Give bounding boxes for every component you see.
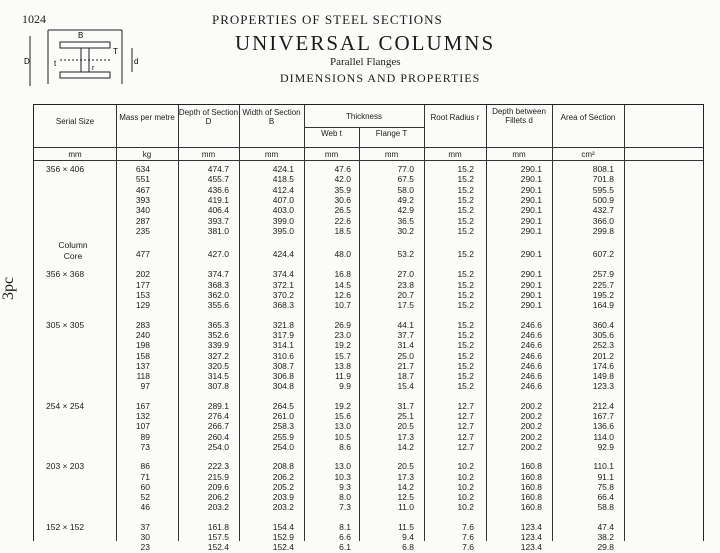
table-cell: 15.2 xyxy=(457,279,474,290)
table-cell: 14.2 xyxy=(397,481,414,492)
table-cell: 18.5 xyxy=(334,225,351,236)
table-cell: 15.2 xyxy=(457,340,474,351)
table-cell: 38.2 xyxy=(597,532,614,542)
table-cell: 12.6 xyxy=(334,290,351,300)
table-cell: 132 xyxy=(135,411,150,421)
table-cell: 254.0 xyxy=(272,441,294,452)
table-cell: 206.2 xyxy=(272,471,294,482)
table-cell: 327.2 xyxy=(207,350,229,361)
table-cell: 167 xyxy=(135,400,150,411)
table-cell: 12.7 xyxy=(457,441,474,452)
header-root-radius: Root Radius r xyxy=(430,113,480,122)
table-cell: 26.5 xyxy=(334,205,351,216)
table-cell: 30 xyxy=(140,532,150,542)
table-cell: 26.9 xyxy=(334,319,351,330)
table-cell: 8.0 xyxy=(339,492,351,503)
table-cell: 15.2 xyxy=(457,360,474,371)
table-cell: 10.2 xyxy=(457,492,474,503)
table-cell: 314.5 xyxy=(207,371,229,382)
page-title: UNIVERSAL COLUMNS xyxy=(235,31,496,55)
header-web: Web t xyxy=(321,129,342,138)
table-cell: 436.6 xyxy=(207,184,229,195)
table-cell: 67.5 xyxy=(397,174,414,185)
table-cell: 208.8 xyxy=(272,461,294,472)
table-cell: 467 xyxy=(135,184,150,195)
table-cell: 16.8 xyxy=(334,269,351,280)
table-cell: 362.0 xyxy=(207,290,229,300)
table-cell: 304.8 xyxy=(272,381,294,392)
table-cell: 8.1 xyxy=(339,521,351,532)
table-cell: 340 xyxy=(135,205,150,216)
table-cell: 206.2 xyxy=(207,492,229,503)
table-cell: 299.8 xyxy=(592,225,614,236)
table-cell: 381.0 xyxy=(207,225,229,236)
table-cell: 427.0 xyxy=(207,249,229,260)
table-cell: 203.2 xyxy=(272,502,294,513)
table-cell: 15.2 xyxy=(457,290,474,300)
unit-cell: cm² xyxy=(581,150,595,159)
header-line-1: PROPERTIES OF STEEL SECTIONS xyxy=(212,12,443,27)
table-cell: 198 xyxy=(135,340,150,351)
table-cell: 455.7 xyxy=(207,174,229,185)
unit-cell: mm xyxy=(68,150,82,159)
table-cell: 215.9 xyxy=(207,471,229,482)
table-cell: 403.0 xyxy=(272,205,294,216)
table-cell: 27.0 xyxy=(397,269,414,280)
table-cell: 53.2 xyxy=(397,249,414,260)
table-cell: 607.2 xyxy=(592,249,614,260)
margin-handwritten-note: 3pc xyxy=(0,276,17,300)
label-d-upper: D xyxy=(24,57,30,66)
table-cell: 13.0 xyxy=(334,461,351,472)
table-cell: 47.4 xyxy=(597,521,614,532)
table-cell: 154.4 xyxy=(272,521,294,532)
table-cell: 118 xyxy=(136,371,150,382)
table-cell: 10.5 xyxy=(334,431,351,442)
table-cell: 205.2 xyxy=(272,481,294,492)
table-cell: 137 xyxy=(135,360,150,371)
table-cell: 15.2 xyxy=(457,300,474,311)
table-cell: 307.8 xyxy=(207,381,229,392)
table-cell: 19.2 xyxy=(334,340,351,351)
table-cell: 15.2 xyxy=(457,164,474,174)
table-cell: 634 xyxy=(135,164,150,174)
table-cell: 290.1 xyxy=(520,300,542,311)
label-r: r xyxy=(92,65,95,72)
table-cell: 254.0 xyxy=(207,441,229,452)
table-cell: 393 xyxy=(135,194,150,205)
table-cell: 123.4 xyxy=(520,521,542,532)
table-cell: 290.1 xyxy=(520,194,542,205)
table-cell: 48.0 xyxy=(334,249,351,260)
table-cell: 158 xyxy=(135,350,150,361)
table-cell: 314.1 xyxy=(272,340,294,351)
table-cell: 12.7 xyxy=(457,431,474,442)
table-cell: 246.6 xyxy=(520,381,542,392)
unit-cell: mm xyxy=(448,150,462,159)
table-cell: 374.4 xyxy=(272,269,294,280)
table-cell: 283 xyxy=(135,319,150,330)
table-cell: 424.4 xyxy=(272,249,294,260)
table-cell: 9.4 xyxy=(402,532,414,542)
table-cell: 6.1 xyxy=(339,542,351,553)
table-cell: 114.0 xyxy=(593,431,614,442)
table-cell: 266.7 xyxy=(207,421,229,432)
table-cell: 123.4 xyxy=(520,532,542,542)
table-cell: 160.8 xyxy=(520,461,542,472)
table-cell: 399.0 xyxy=(272,215,294,226)
unit-cell: mm xyxy=(512,150,526,159)
unit-cell: mm xyxy=(264,150,279,159)
table-cell: 308.7 xyxy=(272,360,294,371)
table-cell: 290.1 xyxy=(520,279,542,290)
label-b: B xyxy=(78,31,84,40)
table-cell: 200.2 xyxy=(520,431,542,442)
table-cell: 149.8 xyxy=(592,371,614,382)
table-cell: 15.7 xyxy=(334,350,351,361)
table-cell: 393.7 xyxy=(207,215,229,226)
label-t: t xyxy=(54,59,57,68)
table-cell: 290.1 xyxy=(520,184,542,195)
table-cell: 17.3 xyxy=(397,431,414,442)
table-cell: 222.3 xyxy=(207,461,229,472)
table-cell: 123.4 xyxy=(520,542,542,553)
table-cell: 60 xyxy=(140,481,150,492)
table-cell: 15.6 xyxy=(334,411,351,421)
table-cell: 257.9 xyxy=(592,269,614,280)
table-cell: 10.2 xyxy=(457,481,474,492)
table-cell: 23.8 xyxy=(397,279,414,290)
table-cell: 66.4 xyxy=(597,492,614,503)
table-cell: 107 xyxy=(135,421,150,432)
table-cell: 209.6 xyxy=(207,481,229,492)
section-properties-table xyxy=(33,104,704,553)
table-cell: 317.9 xyxy=(272,329,294,340)
table-cell: 9.9 xyxy=(339,381,351,392)
table-cell: 30.6 xyxy=(334,194,351,205)
table-cell: 290.1 xyxy=(520,249,542,260)
table-cell: 31.4 xyxy=(397,340,414,351)
serial-size-label: Column Core xyxy=(58,240,88,262)
table-cell: 352.6 xyxy=(207,329,229,340)
table-cell: 19.2 xyxy=(334,400,351,411)
table-cell: 97 xyxy=(140,381,150,392)
table-cell: 260.4 xyxy=(207,431,229,442)
table-cell: 15.2 xyxy=(457,350,474,361)
table-cell: 355.6 xyxy=(207,300,229,311)
table-cell: 10.2 xyxy=(457,471,474,482)
table-cell: 160.8 xyxy=(520,502,542,513)
table-cell: 246.6 xyxy=(520,319,542,330)
table-cell: 20.5 xyxy=(397,461,414,472)
table-cell: 18.7 xyxy=(397,371,414,382)
table-cell: 71 xyxy=(140,471,150,482)
table-cell: 474.7 xyxy=(207,164,229,174)
table-cell: 37 xyxy=(140,521,150,532)
table-cell: 11.5 xyxy=(398,521,414,532)
table-cell: 25.0 xyxy=(397,350,414,361)
table-cell: 339.9 xyxy=(207,340,229,351)
table-cell: 152.4 xyxy=(272,542,294,553)
table-cell: 177 xyxy=(135,279,150,290)
table-cell: 290.1 xyxy=(520,174,542,185)
table-cell: 12.7 xyxy=(457,411,474,421)
header-depth-between-fillets: Depth between Fillets d xyxy=(492,107,546,125)
label-d-lower: d xyxy=(134,57,139,66)
table-cell: 15.2 xyxy=(457,184,474,195)
serial-size-label: 152 × 152 xyxy=(46,521,85,532)
serial-size-label: 356 × 406 xyxy=(46,164,85,174)
header-width: Width of Section B xyxy=(242,108,301,126)
table-cell: 44.1 xyxy=(397,319,414,330)
table-cell: 15.2 xyxy=(457,381,474,392)
table-cell: 58.0 xyxy=(397,184,414,195)
table-cell: 160.8 xyxy=(520,492,542,503)
table-cell: 264.5 xyxy=(272,400,294,411)
table-cell: 360.4 xyxy=(592,319,614,330)
table-cell: 15.2 xyxy=(457,205,474,216)
header-mass: Mass per metre xyxy=(119,113,175,122)
table-cell: 290.1 xyxy=(520,215,542,226)
table-cell: 73 xyxy=(140,441,150,452)
table-cell: 240 xyxy=(135,329,150,340)
table-cell: 21.7 xyxy=(397,360,414,371)
table-cell: 290.1 xyxy=(520,205,542,216)
table-cell: 75.8 xyxy=(597,481,614,492)
table-cell: 10.3 xyxy=(334,471,351,482)
table-cell: 477 xyxy=(135,249,150,260)
table-cell: 407.0 xyxy=(272,194,294,205)
table-cell: 246.6 xyxy=(520,340,542,351)
table-cell: 305.6 xyxy=(592,329,614,340)
table-cell: 15.2 xyxy=(457,215,474,226)
table-cell: 276.4 xyxy=(207,411,229,421)
table-cell: 36.5 xyxy=(397,215,414,226)
table-cell: 195.2 xyxy=(592,290,614,300)
table-cell: 29.8 xyxy=(597,542,614,553)
table-cell: 42.9 xyxy=(397,205,414,216)
table-cell: 161.8 xyxy=(207,521,229,532)
table-cell: 52 xyxy=(140,492,150,503)
table-cell: 246.6 xyxy=(520,329,542,340)
table-cell: 368.3 xyxy=(207,279,229,290)
table-cell: 6.6 xyxy=(339,532,351,542)
label-flange-t: T xyxy=(113,47,118,56)
table-cell: 136.6 xyxy=(592,421,614,432)
table-cell: 419.1 xyxy=(207,194,229,205)
table-cell: 31.7 xyxy=(397,400,414,411)
header-thickness: Thickness xyxy=(345,112,382,121)
table-cell: 9.3 xyxy=(339,481,351,492)
table-cell: 202 xyxy=(135,269,150,280)
table-cell: 37.7 xyxy=(397,329,414,340)
table-cell: 6.8 xyxy=(402,542,414,553)
table-cell: 595.5 xyxy=(592,184,614,195)
table-cell: 20.5 xyxy=(397,421,414,432)
table-cell: 374.7 xyxy=(207,269,229,280)
table-cell: 23.0 xyxy=(334,329,351,340)
table-cell: 30.2 xyxy=(397,225,414,236)
table-cell: 15.2 xyxy=(457,329,474,340)
table-cell: 174.6 xyxy=(592,360,614,371)
table-cell: 225.7 xyxy=(592,279,614,290)
table-cell: 92.9 xyxy=(597,441,614,452)
table-cell: 203.9 xyxy=(272,492,294,503)
table-cell: 15.2 xyxy=(457,174,474,185)
table-cell: 15.2 xyxy=(457,371,474,382)
serial-size-label: 203 × 203 xyxy=(46,461,85,472)
table-cell: 290.1 xyxy=(520,269,542,280)
table-cell: 12.7 xyxy=(457,421,474,432)
table-cell: 246.6 xyxy=(520,371,542,382)
table-cell: 290.1 xyxy=(520,164,542,174)
table-cell: 200.2 xyxy=(520,400,542,411)
table-cell: 12.5 xyxy=(397,492,414,503)
table-cell: 23 xyxy=(140,542,150,553)
table-cell: 258.3 xyxy=(272,421,294,432)
table-cell: 167.7 xyxy=(592,411,614,421)
unit-cell: mm xyxy=(384,150,399,159)
table-cell: 10.2 xyxy=(457,502,474,513)
table-cell: 14.2 xyxy=(397,441,414,452)
table-cell: 246.6 xyxy=(520,350,542,361)
unit-cell: mm xyxy=(324,150,339,159)
table-cell: 152.4 xyxy=(207,542,229,553)
table-cell: 287 xyxy=(135,215,150,226)
header-depth: Depth of Section D xyxy=(178,108,239,126)
table-cell: 7.6 xyxy=(462,532,474,542)
table-cell: 123.3 xyxy=(592,381,614,392)
table-cell: 42.0 xyxy=(334,174,351,185)
table-cell: 46 xyxy=(140,502,150,513)
table-cell: 235 xyxy=(135,225,150,236)
table-cell: 47.6 xyxy=(334,164,351,174)
table-cell: 15.2 xyxy=(457,194,474,205)
table-cell: 290.1 xyxy=(520,290,542,300)
table-cell: 212.4 xyxy=(592,400,614,411)
table-cell: 15.4 xyxy=(397,381,414,392)
table-cell: 500.9 xyxy=(592,194,614,205)
table-cell: 310.6 xyxy=(272,350,294,361)
table-cell: 432.7 xyxy=(592,205,614,216)
table-cell: 152.9 xyxy=(272,532,294,542)
table-cell: 160.8 xyxy=(520,481,542,492)
unit-cell: mm xyxy=(201,150,216,159)
table-cell: 12.7 xyxy=(457,400,474,411)
table-cell: 35.9 xyxy=(334,184,351,195)
table-cell: 129 xyxy=(135,300,150,311)
table-cell: 86 xyxy=(140,461,150,472)
table-cell: 320.5 xyxy=(207,360,229,371)
table-cell: 15.2 xyxy=(457,319,474,330)
table-cell: 8.6 xyxy=(339,441,351,452)
table-cell: 412.4 xyxy=(272,184,294,195)
page-number: 1024 xyxy=(22,12,46,26)
table-cell: 7.3 xyxy=(339,502,351,513)
header-area: Area of Section xyxy=(560,113,616,122)
table-cell: 289.1 xyxy=(207,400,229,411)
section-diagram xyxy=(20,24,140,96)
table-cell: 17.5 xyxy=(397,300,414,311)
table-cell: 58.8 xyxy=(597,502,614,513)
table-cell: 15.2 xyxy=(457,225,474,236)
header-subtitle: Parallel Flanges xyxy=(330,56,401,68)
table-cell: 11.9 xyxy=(335,371,351,382)
table-cell: 252.3 xyxy=(592,340,614,351)
table-cell: 246.6 xyxy=(520,360,542,371)
table-cell: 372.1 xyxy=(272,279,294,290)
header-serial-size: Serial Size xyxy=(55,117,95,126)
table-cell: 365.3 xyxy=(207,319,229,330)
table-cell: 22.6 xyxy=(334,215,351,226)
table-cell: 418.5 xyxy=(272,174,294,185)
table-cell: 406.4 xyxy=(207,205,229,216)
table-cell: 10.2 xyxy=(457,461,474,472)
table-cell: 200.2 xyxy=(520,441,542,452)
unit-cell: kg xyxy=(142,150,152,159)
table-cell: 701.8 xyxy=(592,174,614,185)
table-cell: 370.2 xyxy=(272,290,294,300)
table-cell: 157.5 xyxy=(207,532,229,542)
table-cell: 201.2 xyxy=(592,350,614,361)
serial-size-label: 305 × 305 xyxy=(46,319,85,330)
table-cell: 15.2 xyxy=(457,249,474,260)
table-cell: 14.5 xyxy=(334,279,351,290)
table-cell: 808.1 xyxy=(592,164,614,174)
table-cell: 89 xyxy=(140,431,150,442)
serial-size-label: 356 × 368 xyxy=(46,269,85,280)
table-cell: 20.7 xyxy=(397,290,414,300)
table-cell: 255.9 xyxy=(272,431,294,442)
table-cell: 395.0 xyxy=(272,225,294,236)
table-cell: 15.2 xyxy=(457,269,474,280)
table-cell: 77.0 xyxy=(397,164,414,174)
table-cell: 25.1 xyxy=(397,411,414,421)
table-cell: 153 xyxy=(135,290,150,300)
table-cell: 261.0 xyxy=(272,411,294,421)
serial-size-label: 254 × 254 xyxy=(46,400,85,411)
table-cell: 368.3 xyxy=(272,300,294,311)
table-cell: 7.6 xyxy=(462,521,474,532)
table-cell: 551 xyxy=(135,174,150,185)
table-cell: 321.8 xyxy=(272,319,294,330)
table-cell: 200.2 xyxy=(520,411,542,421)
table-cell: 200.2 xyxy=(520,421,542,432)
header-flange: Flange T xyxy=(375,129,408,138)
table-cell: 13.8 xyxy=(334,360,351,371)
table-cell: 13.0 xyxy=(334,421,351,432)
table-cell: 164.9 xyxy=(592,300,614,311)
table-cell: 366.0 xyxy=(592,215,614,226)
table-cell: 7.6 xyxy=(462,542,474,553)
table-cell: 91.1 xyxy=(597,471,614,482)
table-cell: 110.1 xyxy=(593,461,614,472)
table-cell: 203.2 xyxy=(207,502,229,513)
table-cell: 17.3 xyxy=(397,471,414,482)
table-cell: 306.8 xyxy=(272,371,294,382)
table-cell: 49.2 xyxy=(397,194,414,205)
table-cell: 424.1 xyxy=(272,164,294,174)
table-cell: 10.7 xyxy=(334,300,351,311)
header-line-4: DIMENSIONS AND PROPERTIES xyxy=(280,71,481,85)
table-cell: 11.0 xyxy=(398,502,414,513)
table-cell: 290.1 xyxy=(520,225,542,236)
table-cell: 160.8 xyxy=(520,471,542,482)
